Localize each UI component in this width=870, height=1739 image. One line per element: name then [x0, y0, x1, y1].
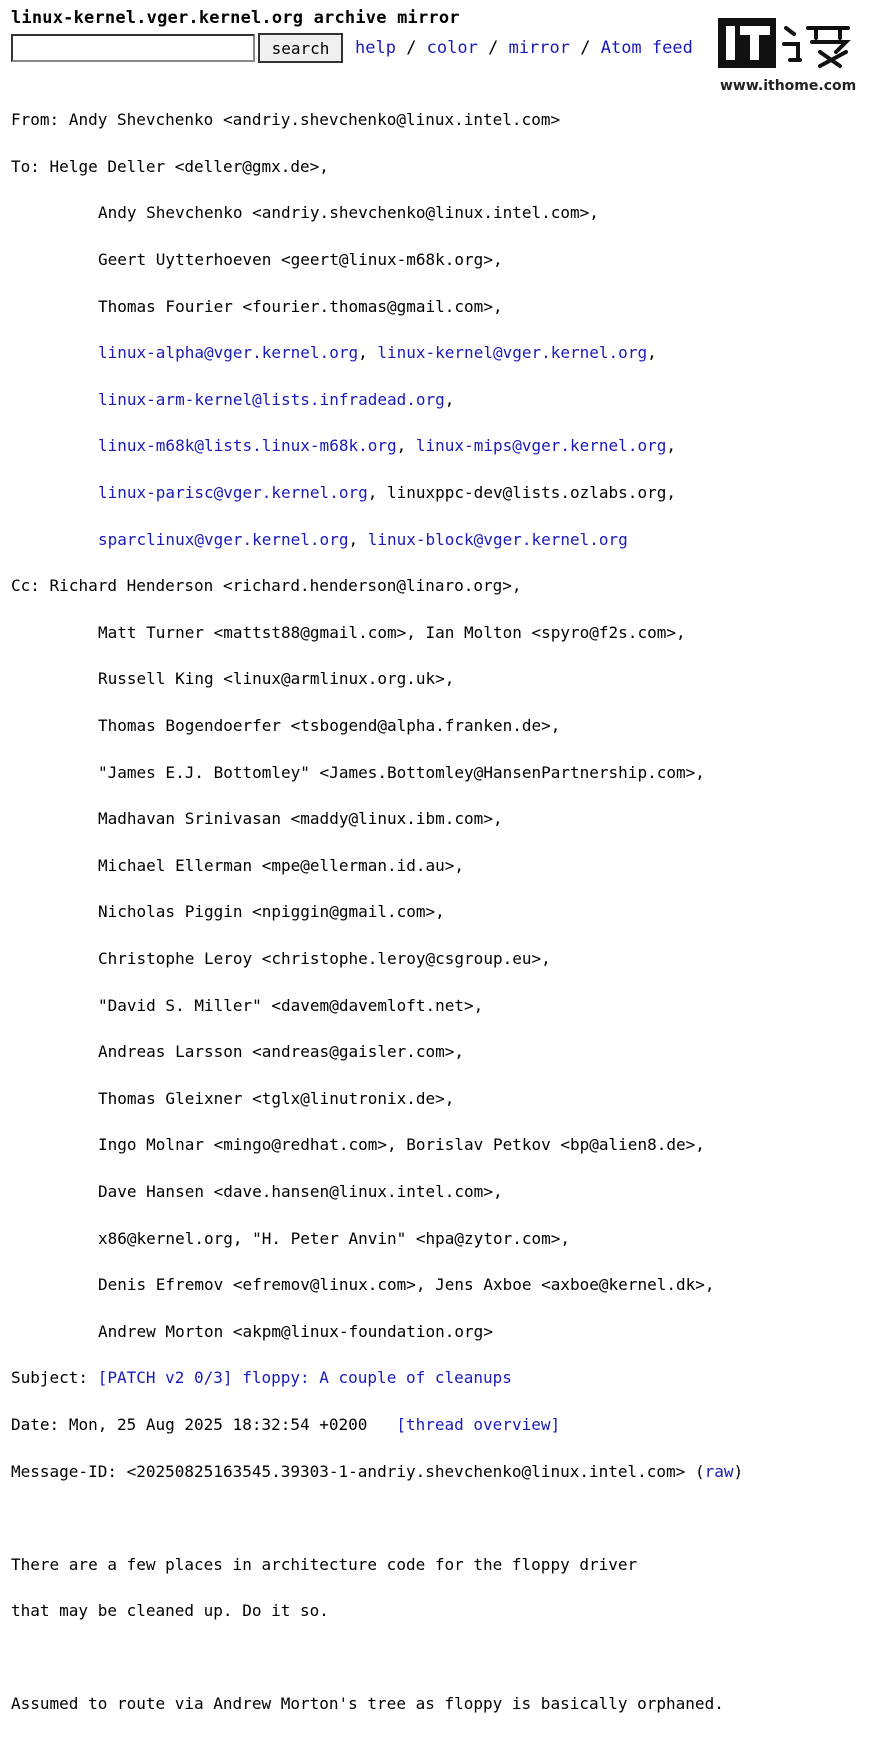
- list-link[interactable]: linux-kernel@vger.kernel.org: [377, 343, 648, 363]
- subject-label: Subject:: [11, 1368, 89, 1388]
- search-bar: [11, 33, 693, 63]
- cc-recipient: "David S. Miller" <davem@davemloft.net>,: [98, 995, 484, 1015]
- list-link[interactable]: linux-parisc@vger.kernel.org: [98, 483, 368, 503]
- list-plain: linuxppc-dev@lists.ozlabs.org,: [386, 483, 676, 503]
- to-list-line: linux-alpha@vger.kernel.org, linux-kernel@vger.kernel.org,: [98, 343, 657, 363]
- subject-line: [11, 1366, 870, 1389]
- cc-label: Cc:: [11, 576, 40, 596]
- date-label: Date:: [11, 1414, 60, 1434]
- watermark-site-text: www.ithome.com: [720, 78, 857, 94]
- list-link[interactable]: linux-block@vger.kernel.org: [367, 529, 628, 549]
- date-value: Mon, 25 Aug 2025 18:32:54 +0200: [68, 1414, 368, 1434]
- date-line: [11, 1413, 870, 1436]
- message-id-line: Message-ID: <20250825163545.39303-1-andriy.shevchenko@linux.intel.com> (raw): [11, 1461, 744, 1481]
- to-list-line: linux-m68k@lists.linux-m68k.org, linux-mips@vger.kernel.org,: [98, 436, 676, 456]
- nav-separator: /: [477, 38, 509, 58]
- cc-recipient: Andreas Larsson <andreas@gaisler.com>,: [98, 1042, 465, 1062]
- ithome-logo-icon: [716, 14, 861, 76]
- page-title: linux-kernel.vger.kernel.org archive mirror: [11, 8, 460, 28]
- cc-recipient: Ingo Molnar <mingo@redhat.com>, Borislav Petkov <bp@alien8.de>,: [98, 1135, 705, 1155]
- message-id-value: <20250825163545.39303-1-andriy.shevchenko@linux.intel.com>: [126, 1461, 686, 1481]
- from-label: From:: [11, 110, 60, 130]
- to-list-line: sparclinux@vger.kernel.org, linux-block@vger.kernel.org: [98, 529, 628, 549]
- cc-recipient: Thomas Bogendoerfer <tsbogend@alpha.franken.de>,: [98, 716, 561, 736]
- cc-recipient: Christophe Leroy <christophe.leroy@csgroup.eu>,: [98, 948, 551, 968]
- blank-line: [11, 1506, 870, 1529]
- cc-recipient: Thomas Gleixner <tglx@linutronix.de>,: [98, 1088, 455, 1108]
- list-link[interactable]: linux-alpha@vger.kernel.org: [98, 343, 359, 363]
- cc-recipient: Russell King <linux@armlinux.org.uk>,: [98, 669, 455, 689]
- nav-mirror-link[interactable]: mirror: [508, 38, 570, 58]
- cc-value: Richard Henderson <richard.henderson@linaro.org>,: [49, 576, 522, 596]
- list-link[interactable]: linux-m68k@lists.linux-m68k.org: [98, 436, 397, 456]
- raw-link[interactable]: raw: [704, 1461, 734, 1481]
- top-nav: [355, 38, 693, 58]
- nav-separator: /: [570, 38, 601, 58]
- body-line: There are a few places in architecture code for the floppy driver: [11, 1554, 638, 1574]
- nav-atom-feed-link[interactable]: Atom feed: [600, 38, 693, 58]
- list-link[interactable]: sparclinux@vger.kernel.org: [98, 529, 349, 549]
- to-recipient: Geert Uytterhoeven <geert@linux-m68k.org>,: [98, 250, 503, 270]
- message-id-label: Message-ID:: [11, 1461, 117, 1481]
- to-value: Helge Deller <deller@gmx.de>,: [49, 156, 329, 176]
- nav-help-link[interactable]: help: [355, 38, 396, 58]
- cc-recipient: "James E.J. Bottomley" <James.Bottomley@HansenPartnership.com>,: [98, 762, 705, 782]
- cc-recipient: Matt Turner <mattst88@gmail.com>, Ian Molton <spyro@f2s.com>,: [98, 622, 686, 642]
- cc-recipient: Madhavan Srinivasan <maddy@linux.ibm.com>,: [98, 809, 503, 829]
- to-list-line: linux-arm-kernel@lists.infradead.org,: [98, 389, 455, 409]
- cc-recipient: x86@kernel.org, "H. Peter Anvin" <hpa@zytor.com>,: [98, 1228, 571, 1248]
- cc-recipient: Denis Efremov <efremov@linux.com>, Jens Axboe <axboe@kernel.dk>,: [98, 1275, 715, 1295]
- cc-line: [11, 574, 870, 597]
- search-input[interactable]: [11, 34, 255, 62]
- search-button[interactable]: search: [258, 33, 343, 63]
- list-link[interactable]: linux-mips@vger.kernel.org: [415, 436, 667, 456]
- to-list-line: linux-parisc@vger.kernel.org, linuxppc-dev@lists.ozlabs.org,: [98, 483, 676, 503]
- thread-overview-link[interactable]: [thread overview]: [396, 1414, 561, 1434]
- subject-link[interactable]: [PATCH v2 0/3] floppy: A couple of cleanups: [97, 1368, 512, 1388]
- list-link[interactable]: linux-arm-kernel@lists.infradead.org: [98, 389, 445, 409]
- to-recipient: Thomas Fourier <fourier.thomas@gmail.com>,: [98, 296, 503, 316]
- body-line: Assumed to route via Andrew Morton's tree as floppy is basically orphaned.: [11, 1694, 724, 1714]
- cc-recipient: Dave Hansen <dave.hansen@linux.intel.com>,: [98, 1181, 503, 1201]
- from-line: [11, 108, 870, 131]
- cc-recipient: Nicholas Piggin <npiggin@gmail.com>,: [98, 902, 445, 922]
- from-value: Andy Shevchenko <andriy.shevchenko@linux.intel.com>: [68, 110, 561, 130]
- to-line: [11, 155, 870, 178]
- nav-color-link[interactable]: color: [426, 38, 478, 58]
- body-line: [11, 1646, 870, 1669]
- to-label: To:: [11, 156, 40, 176]
- body-line: that may be cleaned up. Do it so.: [11, 1601, 329, 1621]
- cc-recipient: Michael Ellerman <mpe@ellerman.id.au>,: [98, 855, 465, 875]
- nav-separator: /: [395, 38, 427, 58]
- message-view: [11, 85, 870, 1739]
- to-recipient: Andy Shevchenko <andriy.shevchenko@linux.intel.com>,: [98, 203, 599, 223]
- cc-recipient: Andrew Morton <akpm@linux-foundation.org>: [98, 1321, 493, 1341]
